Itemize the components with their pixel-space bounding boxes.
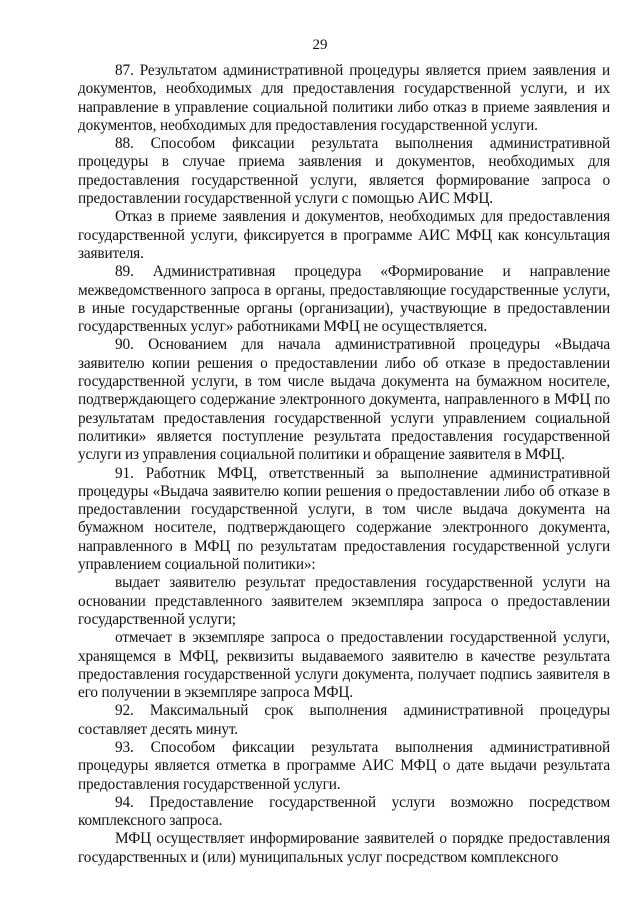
paragraph-94: 94. Предоставление государственной услуги возможно посредством комплексного запроса. — [78, 793, 610, 830]
paragraph-89: 89. Административная процедура «Формирование и направление межведомственного запроса в органы, предоставляющие государственные услуги, в иные государственные органы (организации), участвующие в предоставлении государственных услуг» работниками МФЦ не осуществляется. — [78, 263, 610, 336]
paragraph-88-refusal: Отказ в приеме заявления и документов, необходимых для предоставления государственной услуги, фиксируется в программе АИС МФЦ как консультация заявителя. — [78, 208, 610, 262]
document-body — [78, 62, 610, 867]
paragraph-90: 90. Основанием для начала административной процедуры «Выдача заявителю копии решения о предоставлении либо об отказе в предоставлении государственной услуги, в том числе выдача документа на бумажном носителе, подтверждающего содержание электронного документа, направленного в МФЦ по результатам предоставления государственной услуги управлением социальной политики» является поступление результата предоставления государственной услуги из управления социальной политики и обращение заявителя в МФЦ. — [78, 336, 610, 464]
paragraph-91-item-issue: выдает заявителю результат предоставления государственной услуги на основании представленного заявителем экземпляра запроса о предоставлении государственной услуги; — [78, 574, 610, 628]
paragraph-91-item-mark: отмечает в экземпляре запроса о предоставлении государственной услуги, хранящемся в МФЦ, реквизиты выдаваемого заявителю в качестве результата предоставления государственной услуги документа, получает подпись заявителя в его получении в экземпляре запроса МФЦ. — [78, 629, 610, 702]
paragraph-87: 87. Результатом административной процедуры является прием заявления и документов, необходимых для предоставления государственной услуги, и их направление в управление социальной политики либо отказ в приеме заявления и документов, необходимых для предоставления государственной услуги. — [78, 62, 610, 134]
paragraph-91: 91. Работник МФЦ, ответственный за выполнение административной процедуры «Выдача заявителю копии решения о предоставлении либо об отказе в предоставлении государственной услуги, в том числе выдача документа на бумажном носителе, подтверждающего содержание электронного документа, направленного в МФЦ по результатам предоставления государственной услуги управлением социальной политики»: — [78, 464, 610, 574]
paragraph-93: 93. Способом фиксации результата выполнения административной процедуры является отметка в программе АИС МФЦ о дате выдачи результата предоставления государственной услуги. — [78, 738, 610, 793]
paragraph-88: 88. Способом фиксации результата выполнения административной процедуры в случае приема заявления и документов, необходимых для предоставления государственной услуги, является формирование запроса о предоставлении государственной услуги с помощью АИС МФЦ. — [78, 135, 610, 208]
paragraph-92: 92. Максимальный срок выполнения административной процедуры составляет десять минут. — [78, 702, 610, 738]
paragraph-94-info: МФЦ осуществляет информирование заявителей о порядке предоставления государственных и (или) муниципальных услуг посредством комплексного — [78, 830, 610, 866]
page-number: 29 — [312, 37, 328, 53]
